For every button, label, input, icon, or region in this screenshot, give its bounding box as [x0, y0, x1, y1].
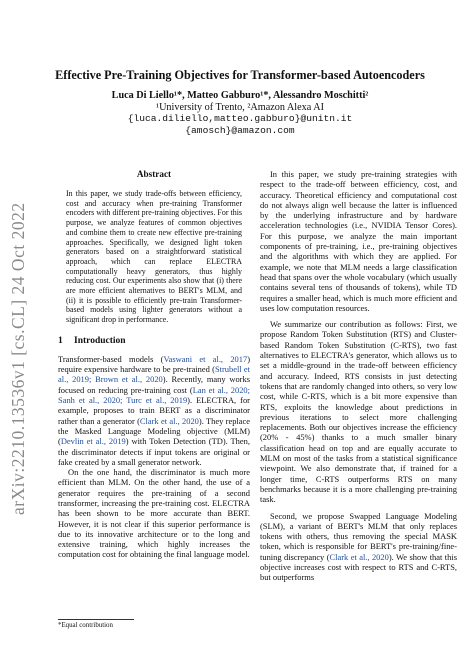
footnote-rule [58, 619, 134, 620]
right-paragraph-2: We summarize our contribution as follows: First, we propose Random Token Substitution (RTS) and Cluster-based Random Token Substitution (C-RTS), two fast alternatives to ELECTRA's generator, which allows us to set a middle-ground in the trade-off between efficiency and accuracy. Indeed, RTS consists in just detecting tokens that are randomly changed into others, so very low cost, while C-RTS, which is a bit more expensive than RTS, exploits the knowledge about predictions in previous iterations to select more challenging replacements. Both our objectives increase the efficiency (20% - 45%) thanks to a much smaller binary classification head on top and are equally accurate to MLM on most of the tasks from a statistical significance viewpoint. We also demonstrate that, if trained for a longer time, C-RTS outperforms RTS on many benchmarks because it is a more challenging pre-training task. [260, 319, 457, 505]
citation-link[interactable]: Clark et al., 2020 [329, 551, 389, 562]
left-column [58, 169, 250, 560]
footnote [58, 619, 250, 630]
author-email-2: {amosch}@amazon.com [185, 124, 295, 136]
citation-link[interactable]: Clark et al., 2020 [139, 415, 199, 426]
author-affiliations: ¹University of Trento, ²Amazon Alexa AI [156, 101, 324, 113]
abstract-text: In this paper, we study trade-offs between efficiency, cost and accuracy when pre-training Transformer encoders with different pre-training objectives. For this purpose, we analyze features of common objectives and combine them to create new effective pre-training approaches. Specifically, we designed light token generators based on a straightforward statistical approach, which can replace ELECTRA computationally heavy generators, thus highly reducing cost. Our experiments also show that (i) there are more efficient alternatives to BERT's MLM, and (ii) it is possible to efficiently pre-train Transformer-based models using lighter generators without a significant drop in performance. [66, 189, 242, 325]
author-email-1: {luca.diliello,matteo.gabburo}@unitn.it [127, 113, 353, 125]
arxiv-watermark [3, 185, 33, 515]
citation-link[interactable]: Strubell et al., 2019; Brown et al., 2020 [58, 364, 251, 385]
citation-link[interactable]: Lan et al., 2020; Sanh et al., 2020; Turc et al., 2019 [58, 384, 250, 406]
right-paragraph-1: In this paper, we study pre-training strategies with respect to the trade-off between efficiency, cost, and accuracy. Theoretical efficiency and computational cost do not always align well because the latter is influenced by the underlying infrastructure and by hardware acceleration technologies (i.e., NVIDIA Tensor Cores). For this purpose, we analyze the main important components of pre-training, i.e., pre-training objectives and the algorithms with which they are applied. For example, we note that MLM needs a large classification head that spans over the whole vocabulary (which usually contains several tens of thousands of tokens), while TD requires a smaller head, which is much more efficient and uses low computation resources. [260, 169, 457, 313]
author-names: Luca Di Liello¹*, Matteo Gabburo¹*, Alessandro Moschitti² [111, 90, 369, 101]
paper-title: Effective Pre-Training Objectives for Transformer-based Autoencoders [55, 68, 425, 82]
footnote-text: *Equal contribution [58, 622, 113, 629]
section-heading-introduction [58, 336, 250, 347]
citation-link[interactable]: Devlin et al., 2019 [60, 436, 126, 447]
abstract-heading: Abstract [136, 169, 172, 179]
section-title: Introduction [74, 335, 126, 346]
author-block [40, 90, 440, 136]
intro-paragraph-1: Transformer-based models (Vaswani et al., 2017) require expensive hardware to be pre-trained (Strubell et al., 2019; Brown et al., 2020). Recently, many works focused on reducing pre-training cost (Lan et al., 2020; Sanh et al., 2020; Turc et al., 2019). ELECTRA, for example, proposes to train BERT as a discriminator rather than a generator (Clark et al., 2020). They replace the Masked Language Modeling objective (MLM) (Devlin et al., 2019) with Token Detection (TD). Then, the discriminator detects if input tokens are original or fake created by a small generator network. [58, 353, 251, 467]
right-paragraph-3: Second, we propose Swapped Language Modeling (SLM), a variant of BERT's MLM that only replaces tokens with others, thus removing the special MASK token, which is responsible for BERT's pre-training/fine-tuning discrepancy (Clark et al., 2020). We show that this objective increases cost with respect to RTS and C-RTS, but outperforms [260, 510, 457, 583]
intro-paragraph-2: On the one hand, the discriminator is much more efficient than MLM. On the other hand, the use of a generator requires the pre-training of a second transformer, increasing the pre-training cost. ELECTRA has been shown to be more accurate than BERT. However, it is not clear if this superior performance is due to its innovative architecture or to the long and extensive training, which highly increases the computation cost for obtaining the final language model. [58, 467, 250, 560]
right-column [260, 169, 457, 583]
arxiv-id: arXiv:2210.13536v1 [cs.CL] 24 Oct 2022 [8, 202, 28, 515]
citation-link[interactable]: Vaswani et al., 2017 [163, 353, 248, 364]
section-number: 1 [58, 335, 63, 346]
